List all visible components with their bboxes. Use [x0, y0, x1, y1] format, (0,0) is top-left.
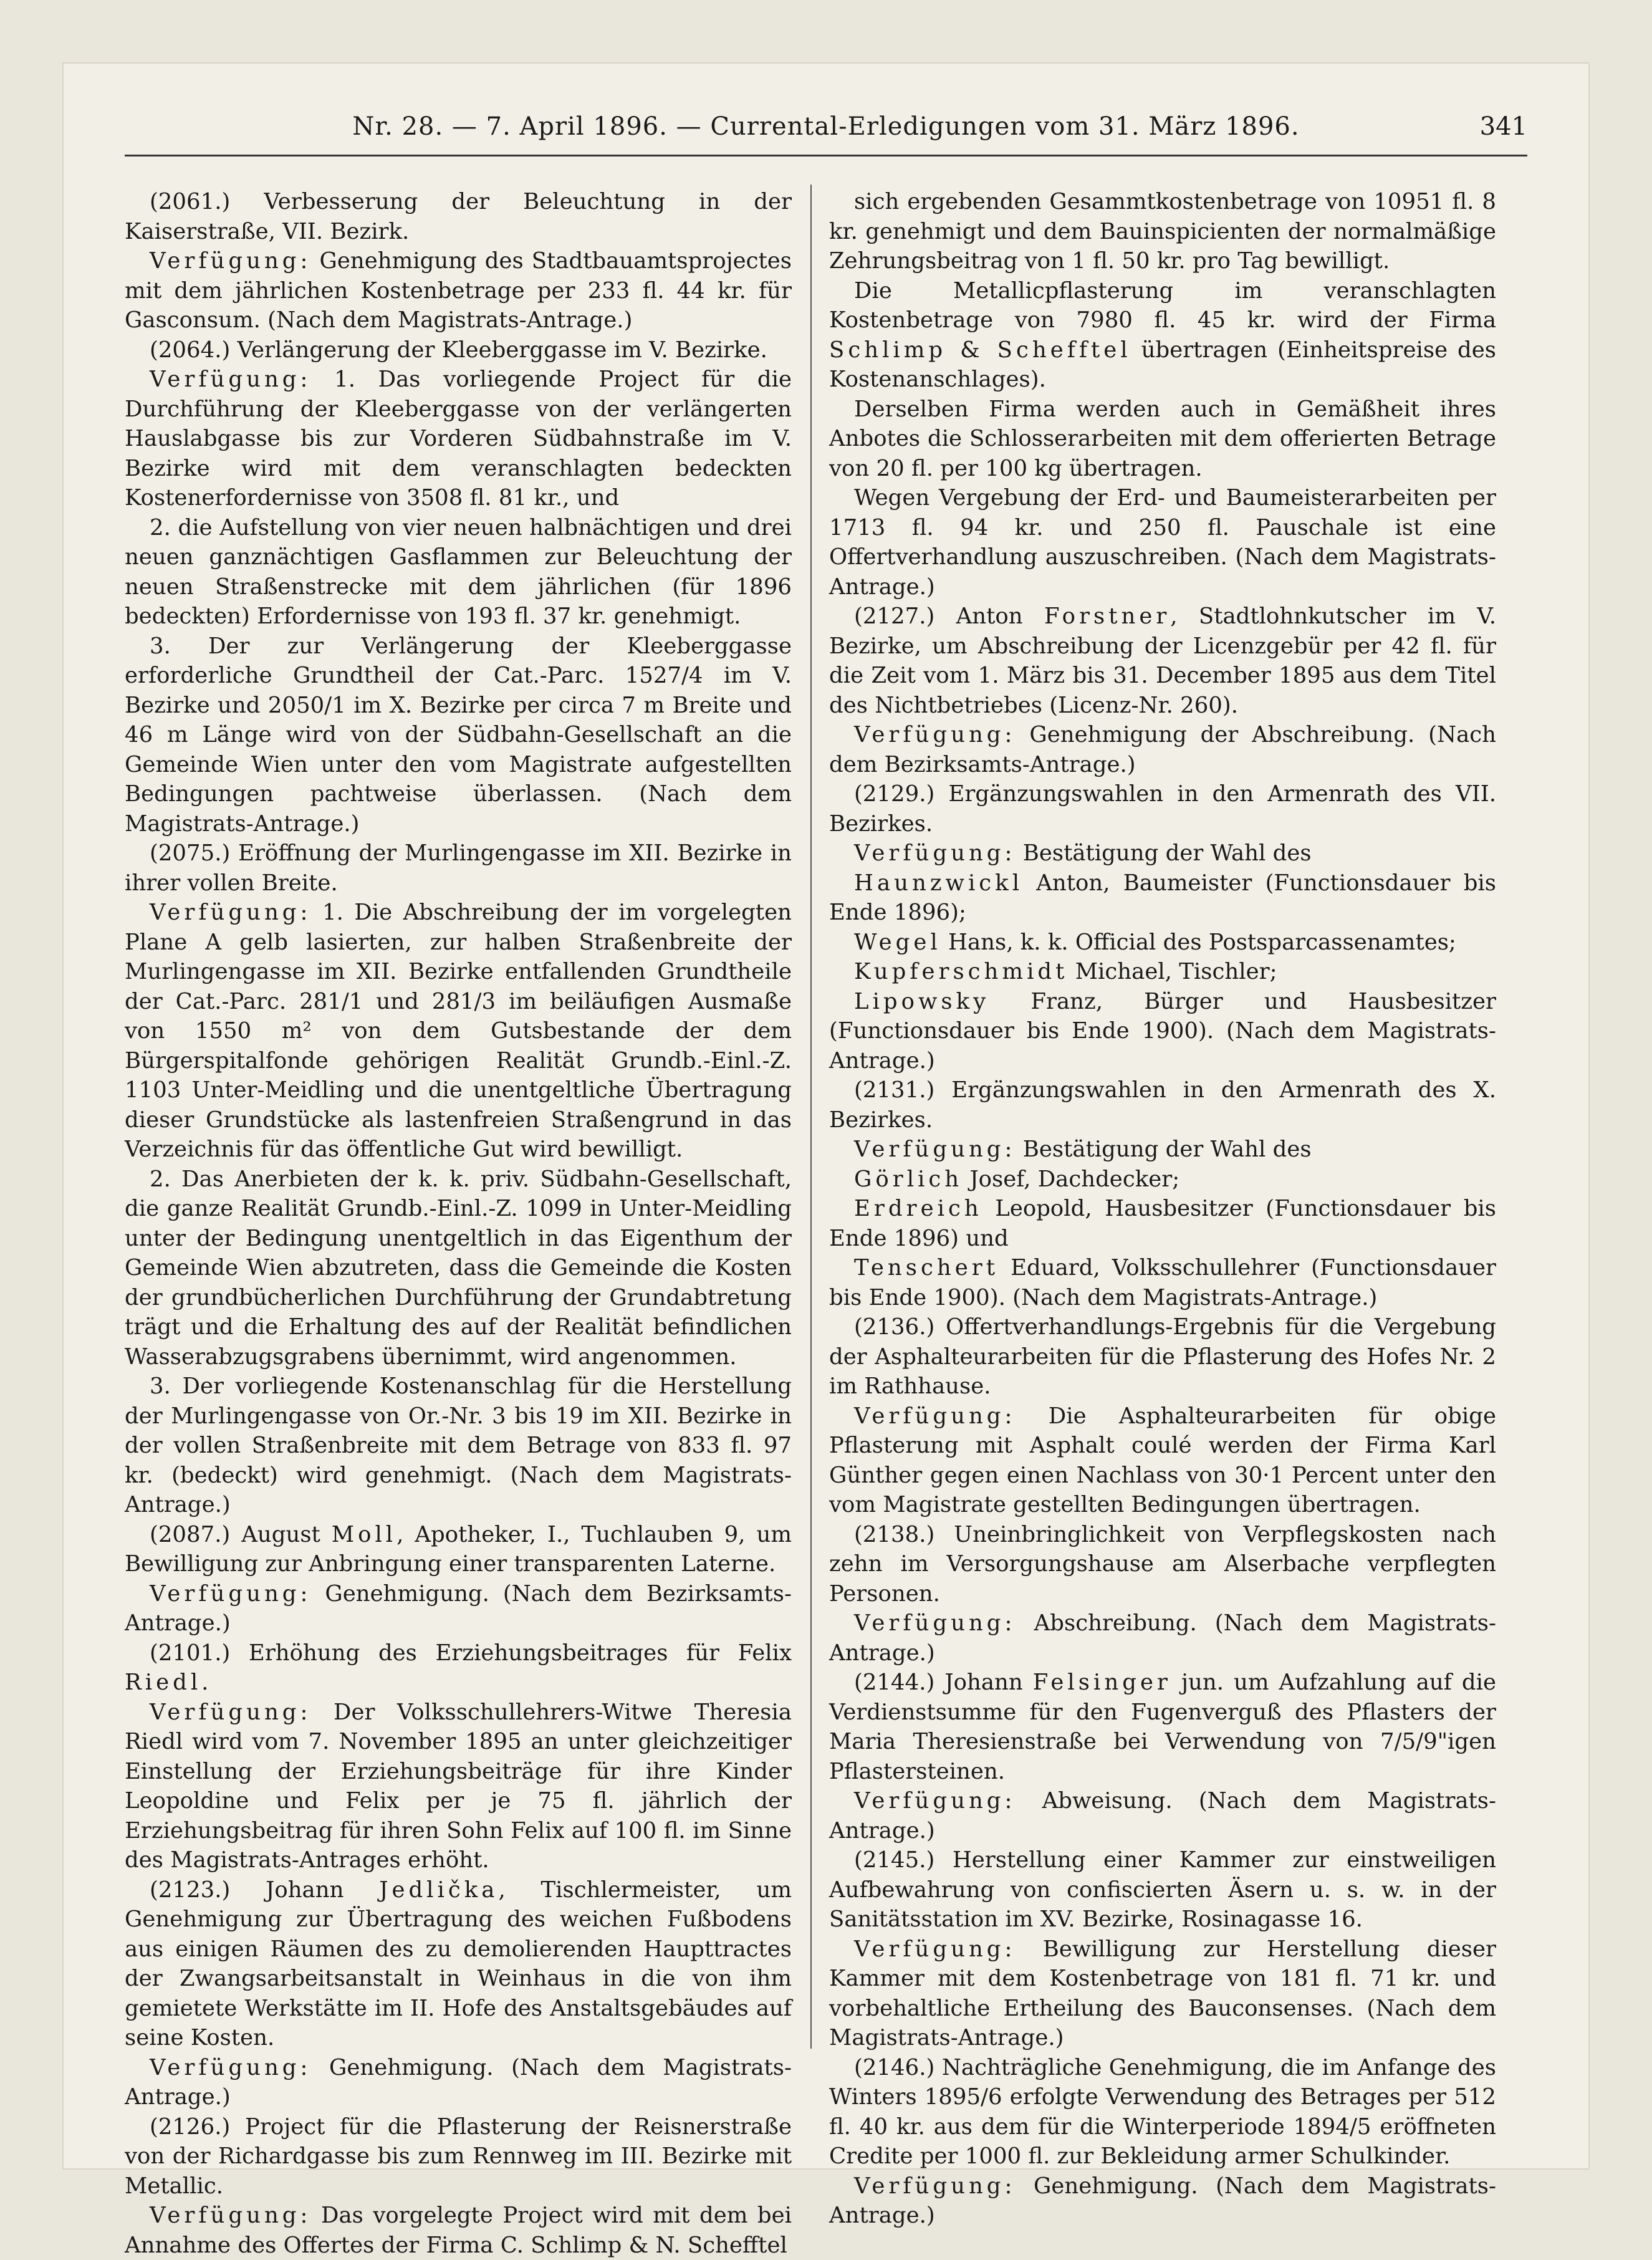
paragraph [829, 1135, 1496, 1165]
text-segment: wird vom 7. November 1895 an unter gleichzeitiger Einstellung der Erziehungsbeiträge für ihre Kinder Leopoldine und Felix per je 75 fl. jährlich der Erziehungsbeitrag für ihren Sohn Felix auf 100 fl. im Sinne des Magistrats-Antrages erhöht. [125, 1729, 792, 1873]
text-segment: gegen einen Nachlass von 30·1 Percent unter den vom Magistrate gestellten Bedingungen übertragen. [829, 1462, 1496, 1517]
text-segment: Wegel [854, 929, 941, 955]
text-segment: Riedl [125, 1729, 183, 1754]
text-segment: Franz, Bürger und Hausbesitzer (Functionsdauer bis Ende 1900). (Nach dem Magistrats-Antrage.) [829, 988, 1496, 1074]
paragraph [829, 1075, 1496, 1135]
text-segment: Verfügung: [150, 1699, 312, 1725]
text-segment: Verfügung: [854, 840, 1016, 866]
text-segment: 2. Das Anerbieten der k. k. priv. Südbahn-Gesellschaft, die ganze Realität Grundb.-Einl.-Z. 1099 in Unter-Meidling unter der Bedingung unentgeltlich in das Eigenthum der Gemeinde Wien abzutreten, dass die Gemeinde die Kosten der grundbücherlichen Durchführung der Grundabtretung trägt und die Erhaltung des auf der Realität befindlichen Wasserabzugsgrabens übernimmt, wird angenommen. [125, 1166, 792, 1370]
text-segment: jun. um Aufzahlung auf die Verdienstsumme für den Fugenverguß des Pflasters der Maria Theresienstraße bei Verwendung von 7/5/9"igen Pflastersteinen. [829, 1670, 1496, 1784]
text-segment: Michael, Tischler; [1068, 959, 1277, 984]
paragraph [125, 1638, 792, 1698]
text-segment: Die Metallicpflasterung im veranschlagten Kostenbetrage von 7980 fl. 45 kr. wird der Firma [829, 277, 1496, 333]
paragraph [829, 1608, 1496, 1668]
paragraph [829, 1786, 1496, 1845]
paragraph [829, 1668, 1496, 1786]
text-segment: Verfügung: [150, 2203, 312, 2228]
text-segment: 3. Der zur Verlängerung der Kleeberggasse erforderliche Grundtheil der Cat.-Parc. 1527/4 im V. Bezirke und 2050/1 im X. Bezirke per circa 7 m Breite und 46 m Länge wird von der Südbahn-Gesellschaft an die Gemeinde Wien unter den vom Magistrate aufgestellten Bedingungen pachtweise überlassen. (Nach dem Magistrats-Antrage.) [125, 633, 792, 837]
header-title: Nr. 28. — 7. April 1896. — Currental-Erledigungen vom 31. März 1896. [352, 112, 1300, 141]
paragraph [829, 987, 1496, 1076]
text-segment: , Tischlermeister, um Genehmigung zur Übertragung des weichen Fußbodens aus einigen Räumen des zu demolierenden Haupttractes der Zwangsarbeitsanstalt in Weinhaus in die von ihm gemietete Werkstätte im II. Hofe des Anstaltsgebäudes auf seine Kosten. [125, 1877, 792, 2051]
text-segment: Genehmigung. (Nach dem Bezirksamts-Antrage.) [125, 1580, 792, 1636]
text-segment: Schlimp & Schefftel [829, 337, 1131, 363]
text-segment: (2064.) Verlängerung der Kleeberggasse im V. Bezirke. [150, 337, 767, 363]
text-segment: Kupferschmidt [854, 959, 1069, 984]
column-divider [810, 185, 812, 2049]
text-segment: Genehmigung. (Nach dem Magistrats-Antrage.) [125, 2054, 792, 2110]
text-segment: , Apotheker, I., Tuchlauben 9, um Bewilligung zur Anbringung einer transparenten Laterne. [125, 1521, 792, 1577]
paragraph [829, 1935, 1496, 2053]
text-segment: Forstner [1044, 603, 1171, 629]
text-segment: Riedl [125, 1670, 202, 1695]
text-segment: Anton, Baumeister (Functionsdauer bis Ende 1896); [829, 870, 1496, 925]
paragraph [829, 779, 1496, 839]
text-segment: Haunzwickl [854, 870, 1024, 896]
text-segment: (2127.) Anton [854, 603, 1044, 629]
text-segment: 1. Das vorliegende Project für die Durchführung der Kleeberggasse von der verlängerten Hauslabgasse bis zur Vorderen Südbahnstraße im V. Bezirke wird mit dem veranschlagten bedeckten Kostenerfordernisse von 3508 fl. 81 kr., und [125, 367, 792, 511]
text-segment: Verfügung: [150, 248, 312, 274]
text-segment: Die Asphalteurarbeiten für obige Pflasterung mit Asphalt coulé werden der Firma Karl [829, 1403, 1496, 1458]
paragraph [829, 483, 1496, 602]
text-segment: (2087.) August [150, 1521, 332, 1547]
paragraph [829, 395, 1496, 484]
text-segment: Verfügung: [150, 1580, 312, 1607]
text-segment: Jedlička [379, 1877, 499, 1903]
paragraph [829, 1312, 1496, 1402]
paragraph [125, 1698, 792, 1875]
paragraph [125, 513, 792, 632]
text-segment: 2. die Aufstellung von vier neuen halbnächtigen und drei neuen ganznächtigen Gasflammen zur Beleuchtung der neuen Straßenstrecke mit dem jährlichen (für 1896 bedeckten) Erfordernisse von 193 fl. 37 kr. genehmigt. [125, 514, 792, 629]
text-segment: Josef, Dachdecker; [963, 1166, 1180, 1192]
text-segment: (2144.) Johann [854, 1670, 1033, 1695]
text-segment: Verfügung: [854, 1403, 1016, 1429]
paragraph [125, 839, 792, 898]
page-header [125, 112, 1527, 150]
text-segment: Wegen Vergebung der Erd- und Baumeisterarbeiten per 1713 fl. 94 kr. und 250 fl. Pauschale ist eine Offertverhandlung auszuschreiben. (Nach dem Magistrats-Antrage.) [829, 485, 1496, 600]
text-segment: Leopold, Hausbesitzer (Functionsdauer bis Ende 1896) und [829, 1196, 1496, 1251]
paragraph [125, 1520, 792, 1579]
text-segment: Verfügung: [854, 1788, 1016, 1814]
paragraph [829, 276, 1496, 395]
header-rule [125, 155, 1527, 156]
left-column [125, 187, 792, 2260]
text-segment: (2146.) Nachträgliche Genehmigung, die im Anfange des Winters 1895/6 erfolgte Verwendung des Betrages per 512 fl. 40 kr. aus dem für die Winterperiode 1894/5 eröffneten Credite per 1000 fl. zur Bekleidung armer Schulkinder. [829, 2054, 1496, 2169]
text-segment: Moll [331, 1521, 397, 1547]
paragraph [125, 2112, 792, 2201]
text-segment: Eduard, Volksschullehrer (Functionsdauer bis Ende 1900). (Nach dem Magistrats-Antrage.) [829, 1255, 1496, 1310]
text-segment: Verfügung: [854, 2173, 1016, 2199]
text-segment: Genehmigung des Stadtbauamtsprojectes mit dem jährlichen Kostenbetrage per 233 fl. 44 kr. für Gasconsum. (Nach dem Magistrats-Antrage.) [125, 248, 792, 333]
text-segment: Genehmigung. (Nach dem Magistrats-Antrage.) [829, 2173, 1496, 2228]
text-segment: Tenschert [854, 1255, 999, 1281]
text-segment: Verfügung: [150, 2054, 312, 2080]
text-segment: (2075.) Eröffnung der Murlingengasse im XII. Bezirke in ihrer vollen Breite. [125, 840, 792, 896]
paragraph [125, 1372, 792, 1520]
text-segment: Verfügung: [150, 900, 312, 925]
paragraph [829, 187, 1496, 276]
paragraph [125, 1165, 792, 1372]
text-segment: Genehmigung der Abschreibung. (Nach dem Bezirksamts-Antrage.) [829, 722, 1496, 777]
right-column [829, 187, 1496, 2231]
text-segment: (2131.) Ergänzungswahlen in den Armenrath des X. Bezirkes. [829, 1077, 1496, 1133]
paragraph [125, 335, 792, 365]
text-segment: Verfügung: [854, 722, 1016, 748]
paragraph [125, 898, 792, 1165]
text-segment: (2126.) Project für die Pflasterung der Reisnerstraße von der Richardgasse bis zum Rennweg im III. Bezirke mit Metallic. [125, 2113, 792, 2199]
text-segment: Der Volksschullehrers-Witwe Theresia [311, 1699, 792, 1725]
text-segment: 1. Die Abschreibung der im vorgelegten Plane A gelb lasierten, zur halben Straßenbreite der Murlingengasse im XII. Bezirke entfallenden Grundtheile der Cat.-Parc. 281/1 und 281/3 im beiläufigen Ausmaße von 1550 m² von dem Gutsbestande der dem Bürgerspitalfonde gehörigen Realität Grundb.-Einl.-Z. 1103 Unter-Meidling und die unentgeltliche Übertragung dieser Grundstücke als lastenfreien Straßengrund in das Verzeichnis für das öffentliche Gut wird bewilligt. [125, 900, 792, 1162]
text-segment: (2129.) Ergänzungswahlen in den Armenrath des VII. Bezirkes. [829, 781, 1496, 837]
text-segment: (2101.) Erhöhung des Erziehungsbeitrages für Felix [150, 1640, 792, 1666]
paragraph [125, 1579, 792, 1638]
text-segment: übertragen (Einheitspreise des Kostenanschlages). [829, 337, 1496, 392]
paragraph [829, 720, 1496, 779]
text-segment: sich ergebenden Gesammtkostenbetrage von 10951 fl. 8 kr. genehmigt und dem Bauinspicienten der normalmäßige Zehrungsbeitrag von 1 fl. 50 kr. pro Tag bewilligt. [829, 189, 1496, 274]
text-segment: (2061.) Verbesserung der Beleuchtung in der Kaiserstraße, VII. Bezirk. [125, 189, 792, 244]
text-segment: Bewilligung zur Herstellung dieser Kammer mit dem Kostenbetrage von 181 fl. 71 kr. und vorbehaltliche Ertheilung des Bauconsenses. (Nach dem Magistrats-Antrage.) [829, 1936, 1496, 2051]
text-segment: Verfügung: [854, 1610, 1016, 1636]
text-segment: Görlich [854, 1166, 963, 1192]
text-segment: Derselben Firma werden auch in Gemäßheit ihres Anbotes die Schlosserarbeiten mit dem offerierten Betrage von 20 fl. per 100 kg übertragen. [829, 396, 1496, 481]
text-segment: Hans, k. k. Official des Postsparcassenamtes; [941, 929, 1456, 955]
paragraph [829, 1194, 1496, 1253]
paragraph [125, 2053, 792, 2112]
paragraph [829, 957, 1496, 987]
paragraph [125, 246, 792, 335]
paragraph [125, 187, 792, 246]
paragraph [829, 1253, 1496, 1312]
text-segment: Erdreich [854, 1196, 982, 1221]
paragraph [829, 2053, 1496, 2171]
paragraph [829, 839, 1496, 868]
text-segment: C. Schlimp & N. Schefftel [500, 2232, 787, 2258]
paragraph [829, 1845, 1496, 1935]
text-segment: . [201, 1670, 209, 1695]
paragraph [829, 928, 1496, 958]
paragraph [829, 2171, 1496, 2231]
paragraph [125, 1875, 792, 2053]
paragraph [829, 602, 1496, 720]
text-segment: (2136.) Offertverhandlungs-Ergebnis für die Vergebung der Asphalteurarbeiten für die Pflasterung des Hofes Nr. 2 im Rathhause. [829, 1314, 1496, 1399]
text-segment: Das vorgelegte Project wird mit dem bei Annahme des Offertes der Firma [125, 2203, 792, 2258]
paragraph [829, 1520, 1496, 1609]
text-segment: (2138.) Uneinbringlichkeit von Verpflegskosten nach zehn im Versorgungshause am Alserbache verpflegten Personen. [829, 1521, 1496, 1607]
paragraph [829, 1165, 1496, 1195]
text-segment: Bestätigung der Wahl des [1016, 1137, 1312, 1162]
text-segment: (2123.) Johann [150, 1877, 380, 1903]
text-segment: , Stadtlohnkutscher im V. Bezirke, um Abschreibung der Licenzgebür per 42 fl. für die Zeit vom 1. März bis 31. December 1895 aus dem Titel des Nichtbetriebes (Licenz-Nr. 260). [829, 603, 1496, 718]
paragraph [125, 632, 792, 839]
text-segment: Verfügung: [854, 1137, 1016, 1162]
paragraph [125, 365, 792, 513]
page-number: 341 [1479, 112, 1527, 141]
text-segment: Lipowsky [854, 988, 990, 1014]
text-segment: (2145.) Herstellung einer Kammer zur einstweiligen Aufbewahrung von confiscierten Äsern u. s. w. in der Sanitätsstation im XV. Bezirke, Rosinagasse 16. [829, 1847, 1496, 1932]
paragraph [829, 868, 1496, 928]
paragraph [829, 1402, 1496, 1520]
text-segment: Felsinger [1032, 1670, 1171, 1695]
text-segment: Verfügung: [150, 367, 312, 392]
text-segment: Bestätigung der Wahl des [1016, 840, 1312, 866]
text-segment: Günther [829, 1462, 923, 1488]
text-segment: Abschreibung. (Nach dem Magistrats-Antrage.) [829, 1610, 1496, 1666]
text-segment: Abweisung. (Nach dem Magistrats-Antrage.) [829, 1788, 1496, 1844]
text-segment: Verfügung: [854, 1936, 1016, 1962]
paragraph [125, 2201, 792, 2260]
text-segment: 3. Der vorliegende Kostenanschlag für die Herstellung der Murlingengasse von Or.-Nr. 3 bis 19 im XII. Bezirke in der vollen Straßenbreite mit dem Betrage von 833 fl. 97 kr. (bedeckt) wird genehmigt. (Nach dem Magistrats-Antrage.) [125, 1373, 792, 1517]
